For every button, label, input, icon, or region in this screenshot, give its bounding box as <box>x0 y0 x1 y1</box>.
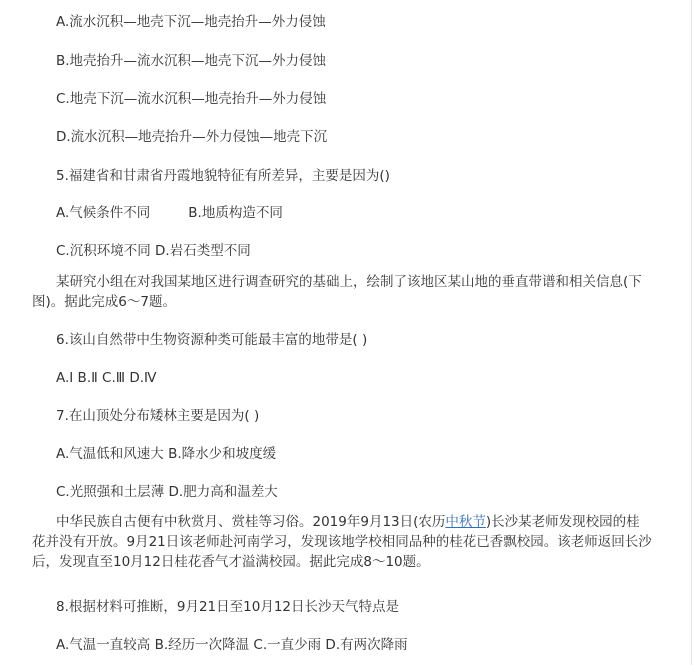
passage-8-10-before: 中华民族自古便有中秋赏月、赏桂等习俗。2019年9月13日(农历 <box>56 514 446 530</box>
q5-option-a: A.气候条件不同 <box>56 205 151 221</box>
q5-option-b: B.地质构造不同 <box>188 205 283 221</box>
mid-autumn-link[interactable]: 中秋节 <box>445 514 486 530</box>
q7-options-ab: A.气温低和风速大 B.降水少和坡度缓 <box>56 446 277 462</box>
q5-stem: 5.福建省和甘肃省丹霞地貌特征有所差异，主要是因为() <box>56 168 390 184</box>
passage-6-7: 某研究小组在对我国某地区进行调查研究的基础上，绘制了该地区某山地的垂直带谱和相关信息(下图)。据此完成6～7题。 <box>32 274 642 310</box>
q8-stem: 8.根据材料可推断，9月21日至10月12日长沙天气特点是 <box>56 599 400 615</box>
passage-8-10 <box>32 512 652 572</box>
q4-option-c: C.地壳下沉—流水沉积—地壳抬升—外力侵蚀 <box>56 91 327 107</box>
q4-option-b: B.地壳抬升—流水沉积—地壳下沉—外力侵蚀 <box>56 53 327 69</box>
q4-option-d: D.流水沉积—地壳抬升—外力侵蚀—地壳下沉 <box>56 129 328 145</box>
passage-8-10-after: )长沙某老师发现校园的桂花并没有开放。9月21日该老师赴河南学习，发现该地学校相同品种的桂花已香飘校园。该老师返回长沙后，发现直至10月12日桂花香气才溢满校园。据此完成8～10题。 <box>32 514 652 570</box>
q6-stem: 6.该山自然带中生物资源种类可能最丰富的地带是( ) <box>56 332 368 348</box>
q7-stem: 7.在山顶处分布矮林主要是因为( ) <box>56 408 260 424</box>
q6-options: A.Ⅰ B.Ⅱ C.Ⅲ D.Ⅳ <box>56 370 157 386</box>
q7-options-cd: C.光照强和土层薄 D.肥力高和温差大 <box>56 484 278 500</box>
q5-options-ab <box>56 203 283 223</box>
q5-options-cd: C.沉积环境不同 D.岩石类型不同 <box>56 243 251 259</box>
q4-option-a: A.流水沉积—地壳下沉—地壳抬升—外力侵蚀 <box>56 14 326 30</box>
q8-options: A.气温一直较高 B.经历一次降温 C.一直少雨 D.有两次降雨 <box>56 637 408 653</box>
